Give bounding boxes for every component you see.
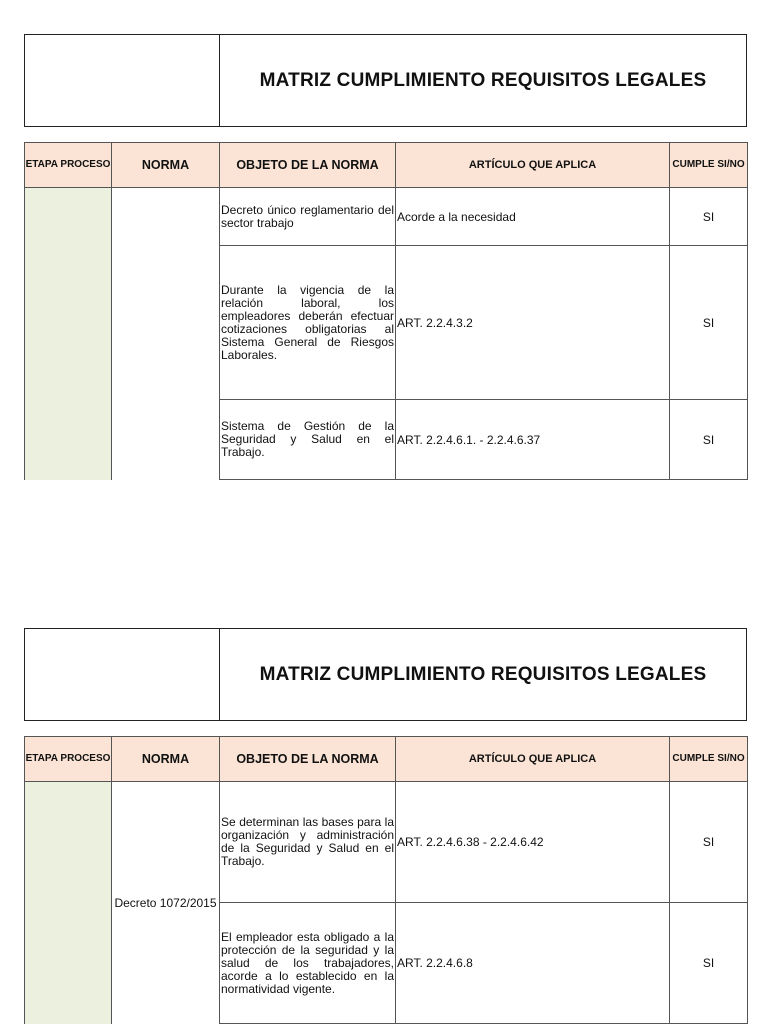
- cumple-cell: SI: [670, 903, 748, 1024]
- table-row: [25, 188, 748, 246]
- col-header-articulo: ARTÍCULO QUE APLICA: [396, 737, 670, 782]
- col-header-norma: NORMA: [112, 143, 220, 188]
- articulo-cell: ART. 2.2.4.6.1. - 2.2.4.6.37: [396, 400, 670, 480]
- norma-cell: [112, 188, 220, 480]
- logo-area: [25, 35, 220, 126]
- col-header-etapa: ETAPA PROCESO: [25, 737, 112, 782]
- page-title: MATRIZ CUMPLIMIENTO REQUISITOS LEGALES: [259, 663, 707, 685]
- objeto-cell: Decreto único reglamentario del sector trabajo: [220, 188, 396, 246]
- col-header-objeto: OBJETO DE LA NORMA: [220, 737, 396, 782]
- matrix-header-1: [24, 34, 747, 127]
- col-header-etapa: ETAPA PROCESO: [25, 143, 112, 188]
- cumple-cell: SI: [670, 246, 748, 400]
- objeto-cell: Durante la vigencia de la relación laboral, los empleadores deberán efectuar cotizaciones obligatorias al Sistema General de Riesgos Laborales.: [220, 246, 396, 400]
- stage-cell: [25, 782, 112, 1024]
- cumple-cell: SI: [670, 188, 748, 246]
- col-header-cumple: CUMPLE SI/NO: [670, 737, 748, 782]
- col-header-articulo: ARTÍCULO QUE APLICA: [396, 143, 670, 188]
- col-header-cumple: CUMPLE SI/NO: [670, 143, 748, 188]
- logo-area: [25, 629, 220, 720]
- articulo-cell: Acorde a la necesidad: [396, 188, 670, 246]
- stage-cell: [25, 188, 112, 480]
- cumple-cell: SI: [670, 400, 748, 480]
- matrix-header-2: [24, 628, 747, 721]
- objeto-cell: Sistema de Gestión de la Seguridad y Salud en el Trabajo.: [220, 400, 396, 480]
- table-row: [25, 782, 748, 903]
- articulo-cell: ART. 2.2.4.6.8: [396, 903, 670, 1024]
- requirements-table-1: [24, 142, 748, 480]
- norma-cell: Decreto 1072/2015: [112, 782, 220, 1024]
- table-header-row: [25, 143, 748, 188]
- articulo-cell: ART. 2.2.4.6.38 - 2.2.4.6.42: [396, 782, 670, 903]
- requirements-table-2: [24, 736, 748, 1024]
- page-title: MATRIZ CUMPLIMIENTO REQUISITOS LEGALES: [259, 69, 707, 91]
- col-header-objeto: OBJETO DE LA NORMA: [220, 143, 396, 188]
- col-header-norma: NORMA: [112, 737, 220, 782]
- cumple-cell: SI: [670, 782, 748, 903]
- table-header-row: [25, 737, 748, 782]
- articulo-cell: ART. 2.2.4.3.2: [396, 246, 670, 400]
- objeto-cell: El empleador esta obligado a la protección de la seguridad y la salud de los trabajadores, acorde a lo establecido en la normatividad vigente.: [220, 903, 396, 1024]
- objeto-cell: Se determinan las bases para la organización y administración de la Seguridad y Salud en el Trabajo.: [220, 782, 396, 903]
